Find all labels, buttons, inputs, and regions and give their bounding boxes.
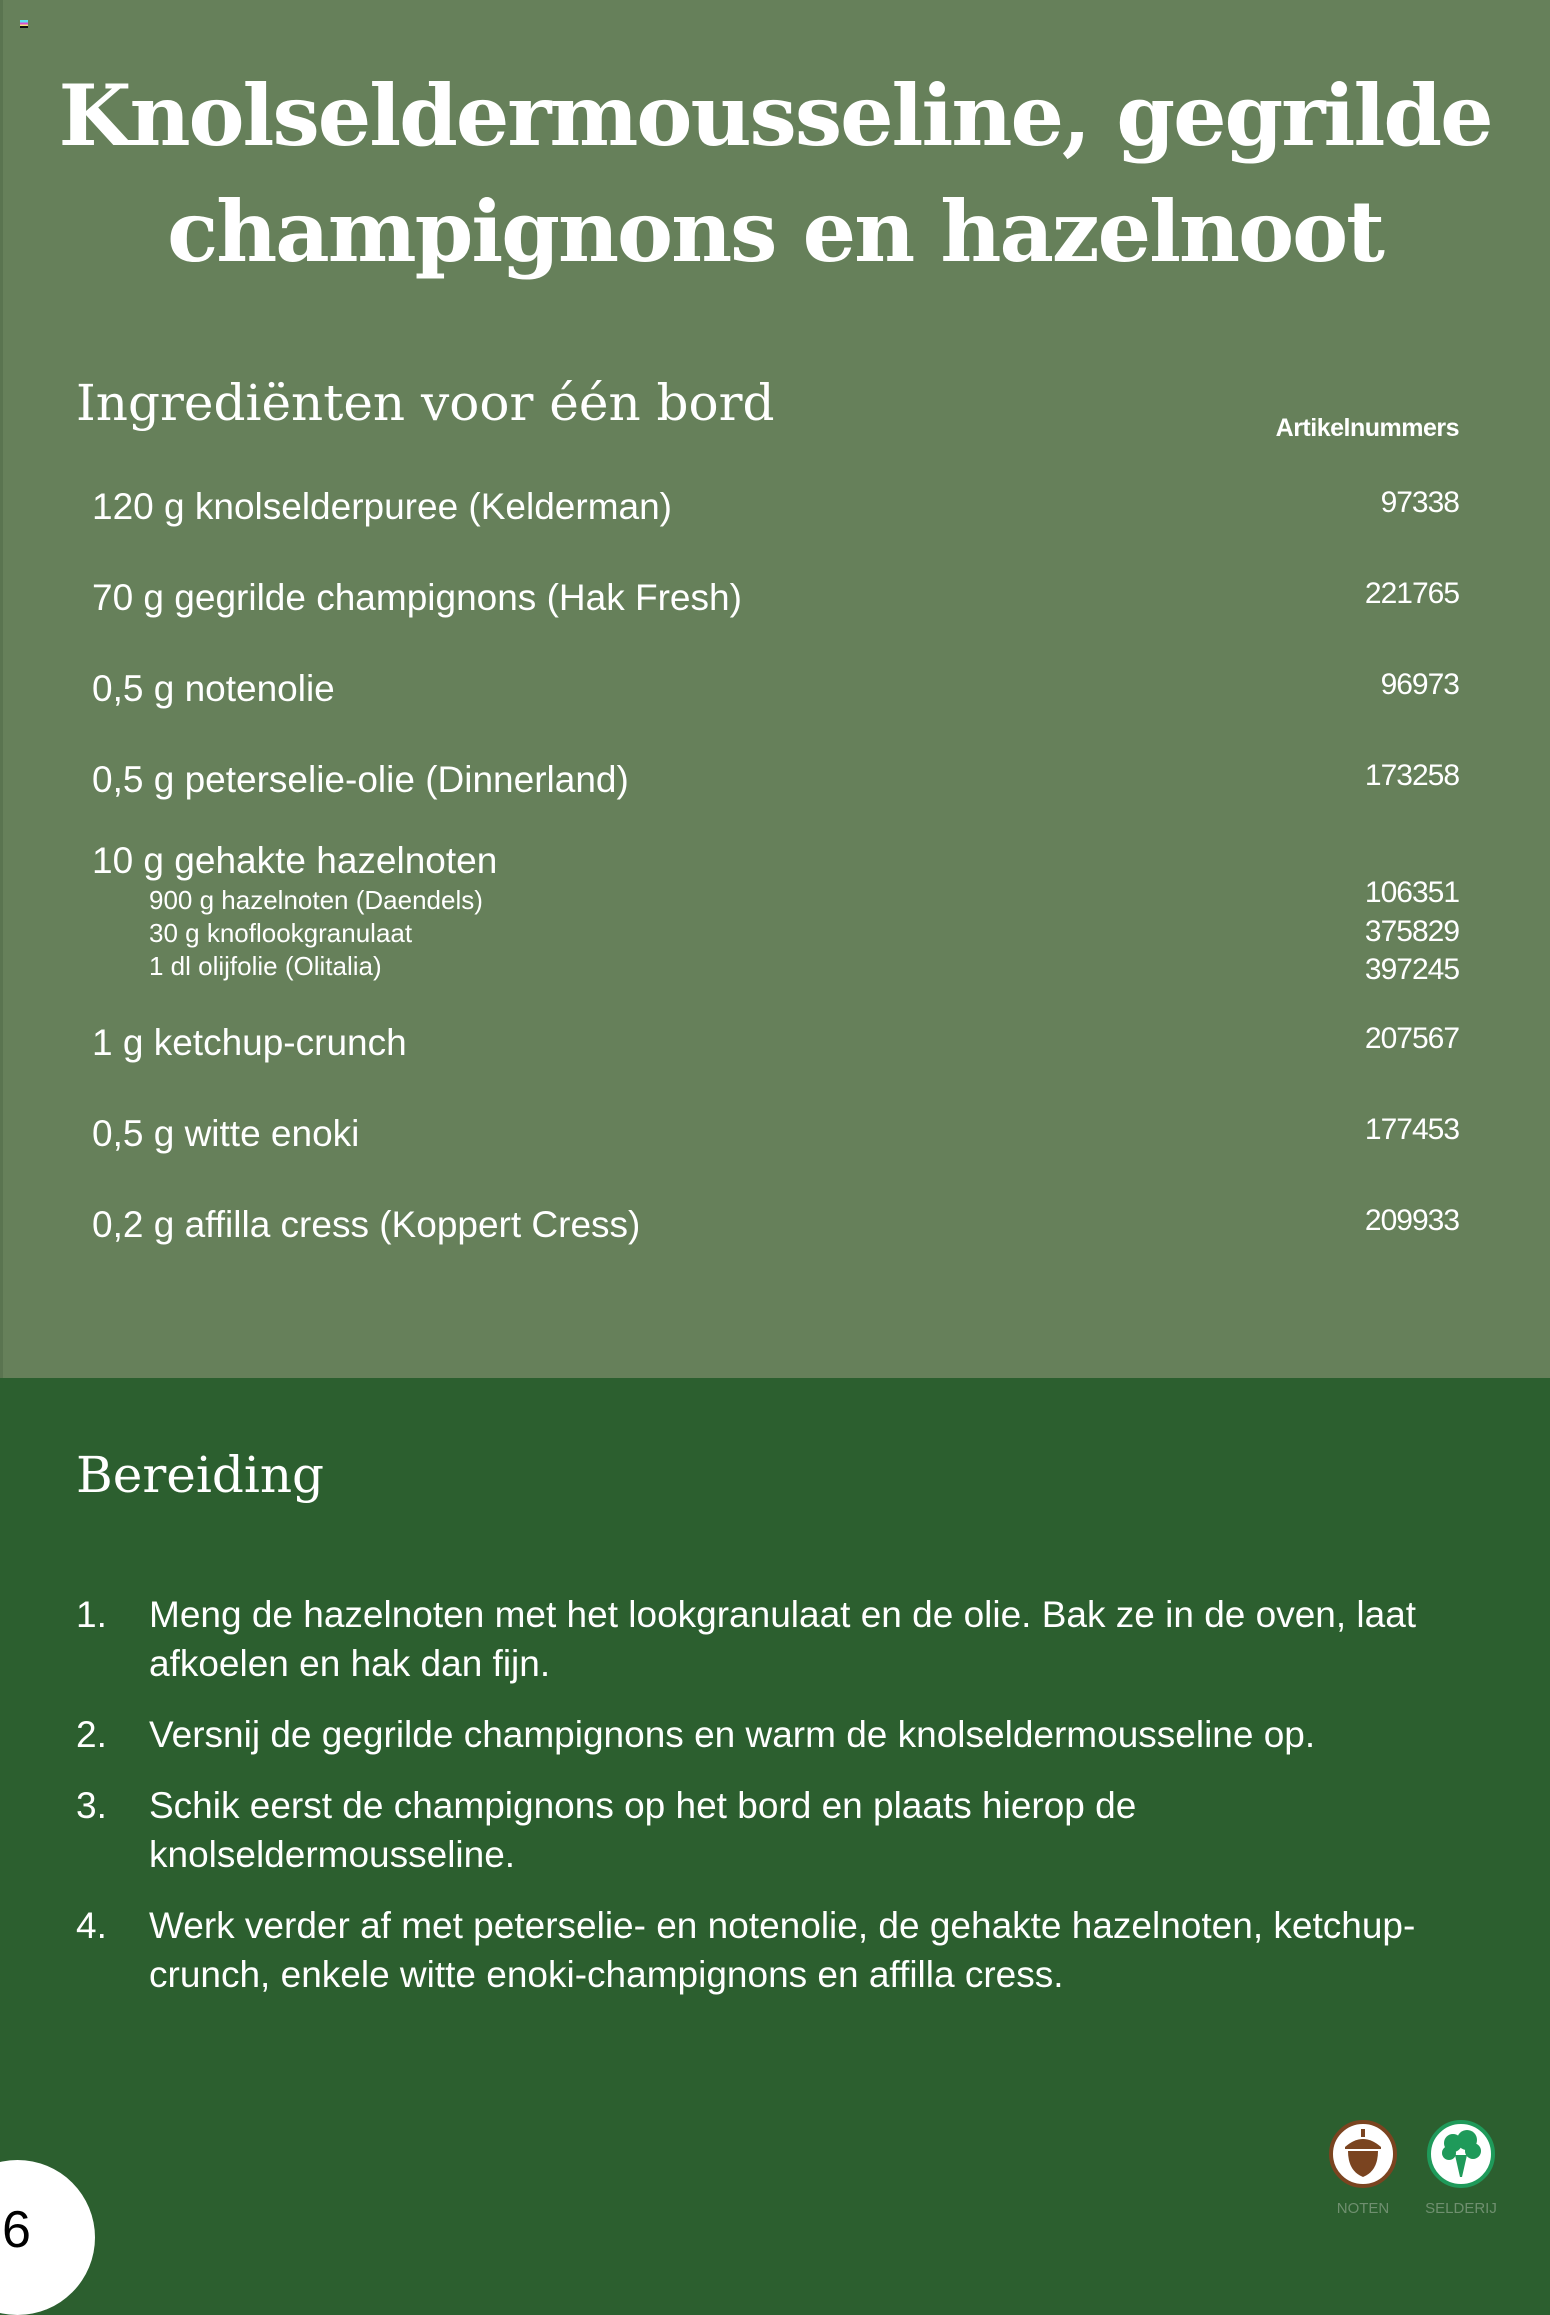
page-number: 6: [0, 2160, 95, 2315]
step: 4. Werk verder af met peterselie- en notenolie, de gehakte hazelnoten, ketchup-crunch, enkele witte enoki-champignons en affilla cress.: [76, 1905, 1416, 1995]
sub-ingredient: 30 g knoflookgranulaat: [149, 918, 413, 948]
ingredient-row: 0,5 g notenolie 96973: [92, 668, 1459, 709]
celery-icon: [1427, 2120, 1495, 2188]
article-number: 375829: [1364, 915, 1459, 948]
allergen-selderij: SELDERIJ: [1416, 2120, 1506, 2217]
ingredient-row: 0,2 g affilla cress (Koppert Cress) 209933: [92, 1204, 1459, 1245]
step: 1. Meng de hazelnoten met het lookgranulaat en de olie. Bak ze in de oven, laat afkoelen en hak dan fijn.: [76, 1594, 1417, 1684]
preparation-steps: [76, 1590, 1476, 2021]
ingredient-row: 0,5 g peterselie-olie (Dinnerland) 173258: [92, 759, 1459, 800]
allergen-noten: NOTEN: [1318, 2120, 1408, 2217]
ingredient-row: 1 g ketchup-crunch 207567: [92, 1022, 1459, 1063]
color-marker-icon: [20, 20, 28, 28]
ingredients-heading: Ingrediënten voor één bord: [76, 374, 775, 432]
step: 2. Versnij de gegrilde champignons en warm de knolseldermousseline op.: [76, 1714, 1316, 1755]
article-number: 106351: [1364, 876, 1459, 909]
sub-ingredient: 1 dl olijfolie (Olitalia): [149, 951, 382, 981]
page-title: Knolseldermousseline, gegrilde champignons en hazelnoot: [58, 66, 1492, 281]
ingredient-row: 0,5 g witte enoki 177453: [92, 1113, 1459, 1154]
step: 3. Schik eerst de champignons op het bord en plaats hierop de knolseldermousseline.: [76, 1785, 1137, 1875]
preparation-heading: Bereiding: [76, 1446, 325, 1504]
article-number: 397245: [1364, 953, 1459, 986]
acorn-icon: [1329, 2120, 1397, 2188]
article-numbers-label: Artikelnummers: [1275, 414, 1459, 442]
ingredient-row: 120 g knolselderpuree (Kelderman) 97338: [92, 486, 1459, 527]
ingredient-row: 10 g gehakte hazelnoten: [92, 840, 498, 881]
sub-ingredient: 900 g hazelnoten (Daendels): [149, 885, 483, 915]
ingredient-row: 70 g gegrilde champignons (Hak Fresh) 221765: [92, 577, 1459, 618]
